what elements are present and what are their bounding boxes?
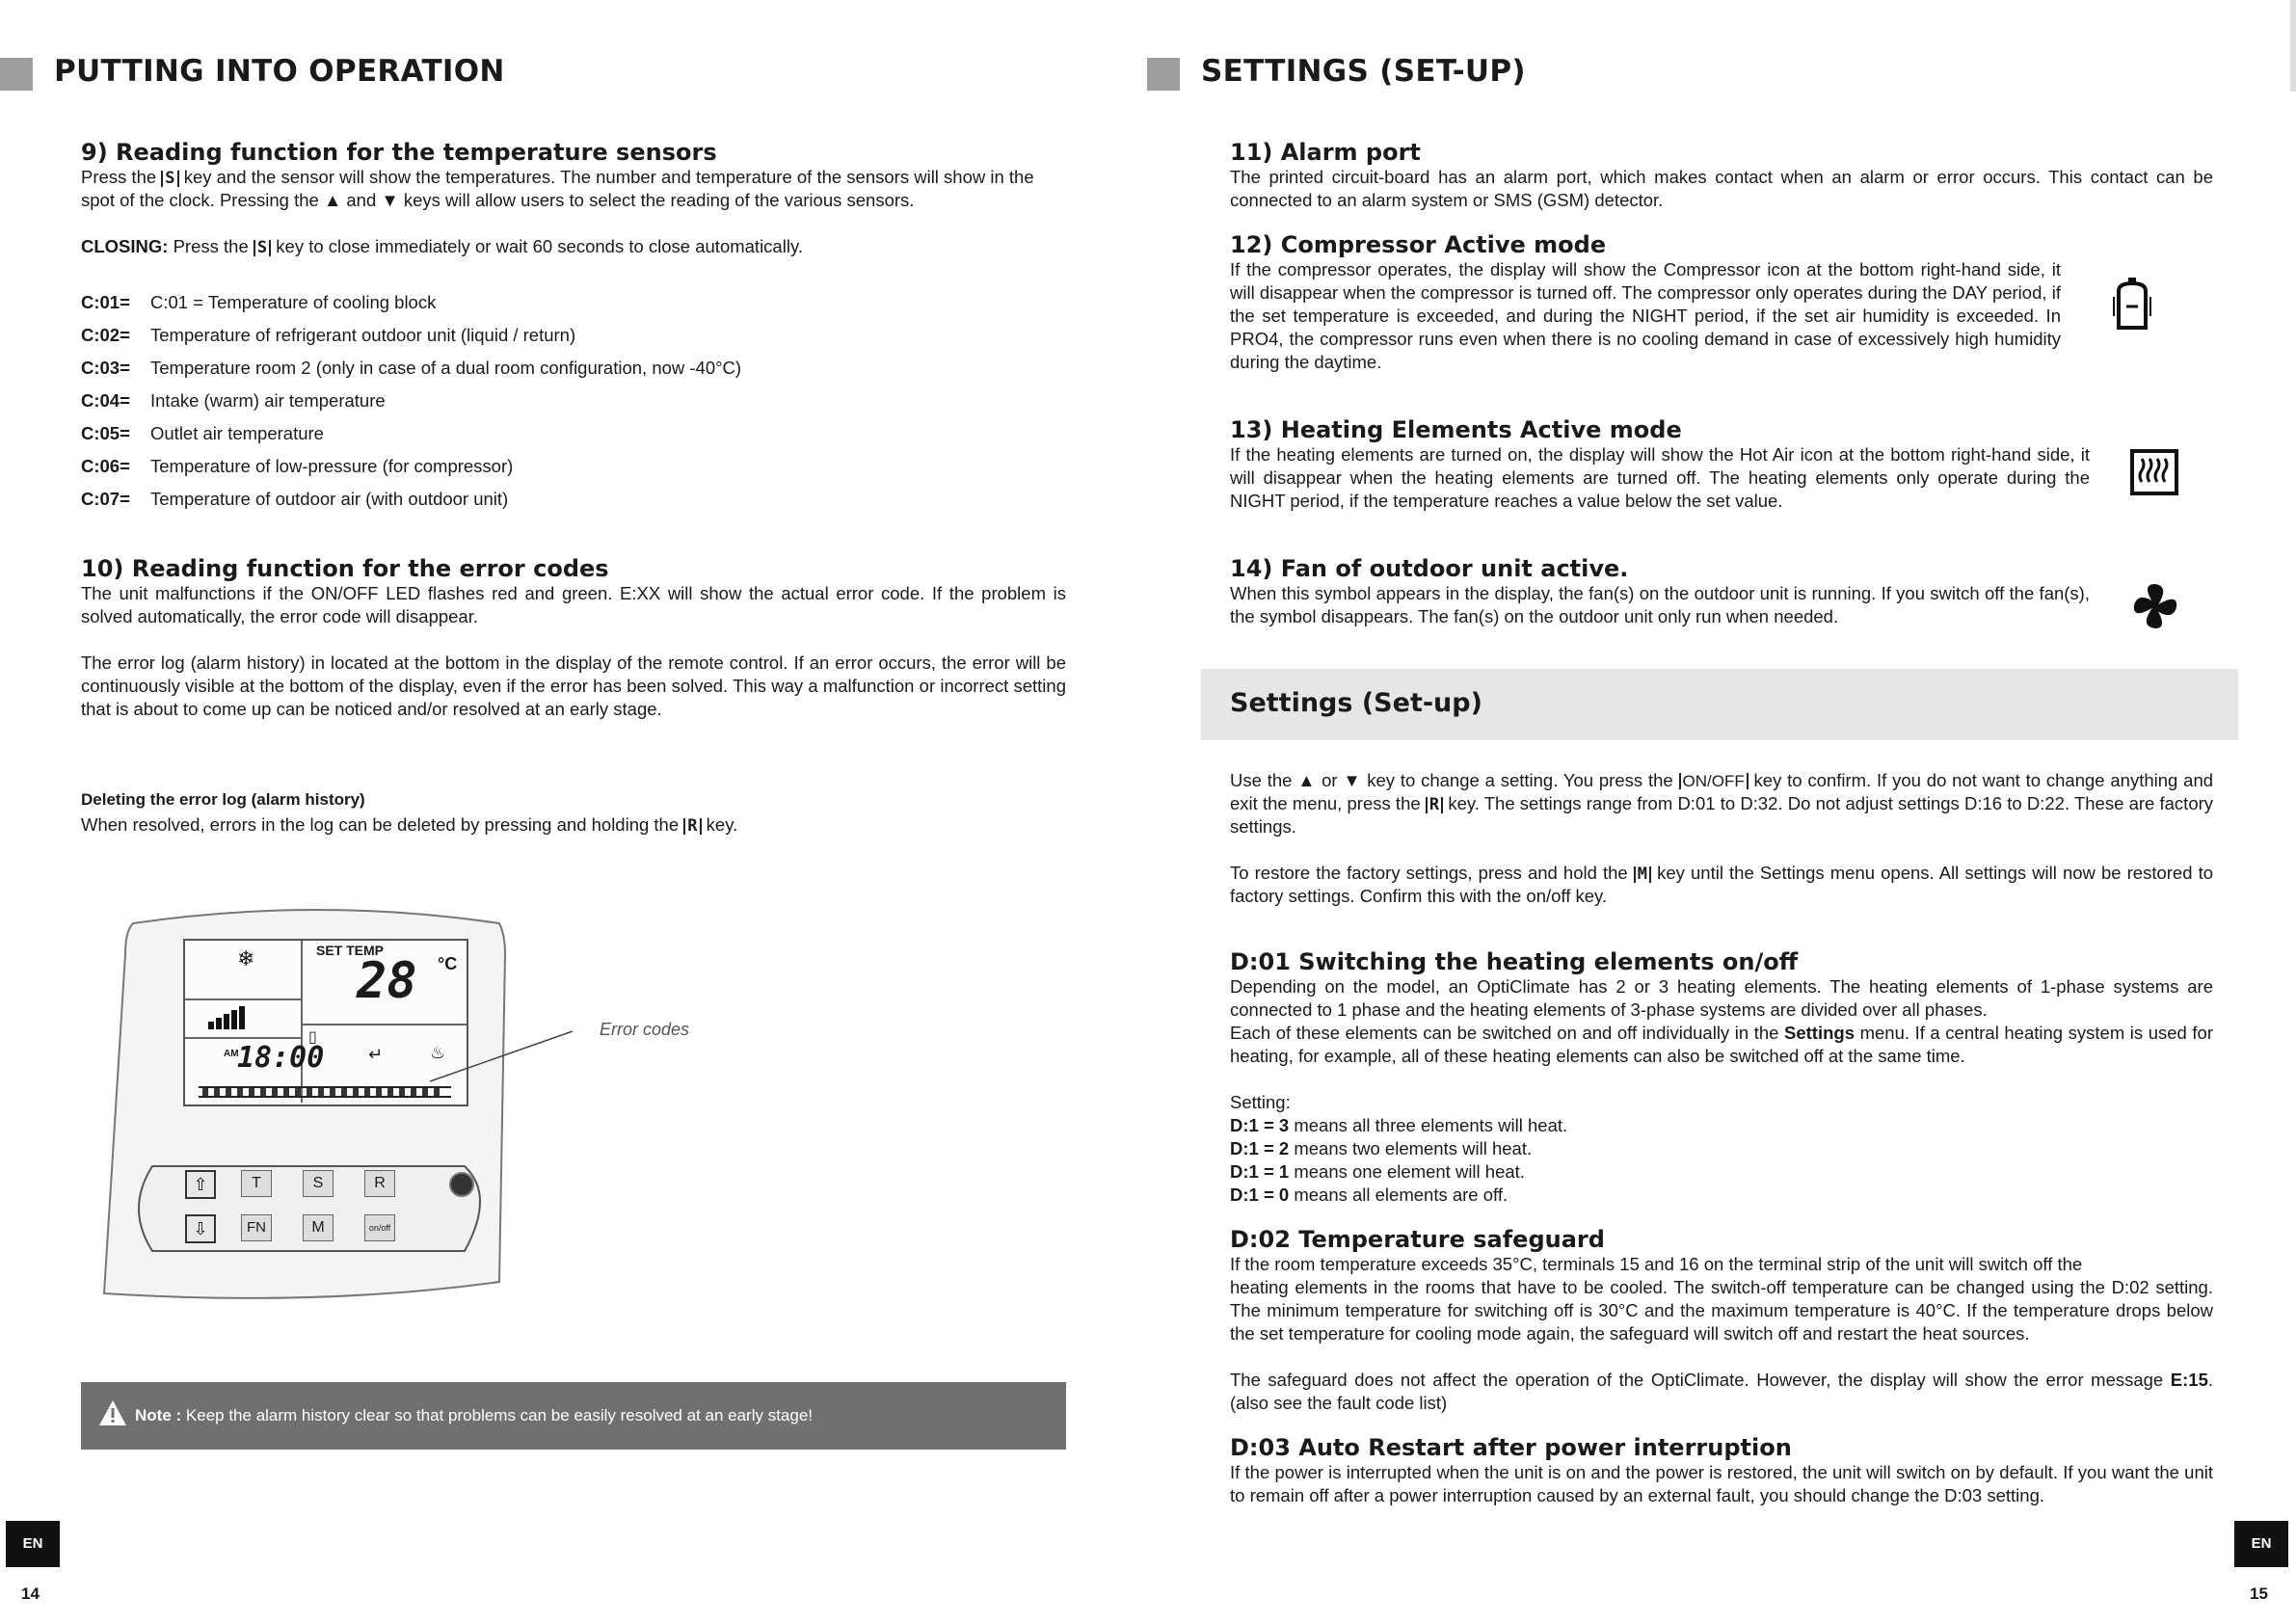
t-button[interactable]: T [241, 1170, 272, 1197]
paragraph-s14: When this symbol appears in the display, the fan(s) on the outdoor unit is running. If you switch off the fan(s), the symbol disappears. The fan(s) on the outdoor unit only run when needed. [1230, 583, 2090, 626]
heater-icon: ♨ [430, 1043, 446, 1062]
page-title-left: PUTTING INTO OPERATION [54, 54, 505, 89]
note-label: Note : [135, 1406, 182, 1424]
paragraph-d02-1: heating elements in the rooms that have to be cooled. The switch-off temperature can be changed using the D:02 setting. The minimum temperature for switching off is 30°C and the maximum temperature is 40°C. If the temperature drops below the set temperature for cooling mode again, the safeguard will switch off and restart the heat sources. [1230, 1277, 2213, 1344]
paragraph-s13: If the heating elements are turned on, the display will show the Hot Air icon at the bottom right-hand side, it will disappear when the heating elements are turned off. The heating elements only operate during the NIGHT period, if the temperature reaches a value below the set value. [1230, 444, 2090, 511]
note-text: Keep the alarm history clear so that problems can be easily resolved at an early stage! [185, 1406, 814, 1424]
page-title-right: SETTINGS (SET-UP) [1201, 54, 1526, 89]
warning-icon [98, 1399, 127, 1431]
r-key-icon: R [1426, 797, 1443, 813]
heading-s12: 12) Compressor Active mode [1230, 231, 1607, 258]
heading-s13: 13) Heating Elements Active mode [1230, 416, 1682, 443]
lcd-am: AM [224, 1049, 239, 1059]
paragraph-use: Use the ▲ or ▼ key to change a setting. You press the ON/OFF key to confirm. If you do not want to change anything and exit the menu, press the R key. The settings range from D:01 to D:32. Do not adjust settings D:16 to D:22. These are factory settings. [1230, 770, 2214, 837]
lcd-display [183, 939, 468, 1106]
snowflake-icon: ❄ [237, 946, 255, 971]
heading-s9: 9) Reading function for the temperature sensors [81, 139, 717, 166]
r-button[interactable]: R [364, 1170, 395, 1197]
list-item: D:1 = 2 means two elements will heat. [1230, 1138, 1533, 1158]
r-key-icon: R [683, 818, 701, 835]
paragraph-restore: To restore the factory settings, press and hold the M key until the Settings menu opens. All settings will now be restored to factory settings. Confirm this with the on/off key. [1230, 863, 2214, 906]
paragraph-d01-1: Depending on the model, an OptiClimate has 2 or 3 heating elements. The heating elements of 1-phase systems are connected to 1 phase and the heating elements of 3-phase systems are divided over all phases. [1230, 976, 2213, 1020]
paragraph-s10-2: The error log (alarm history) in located at the bottom in the display of the remote control. If an error occurs, the error will be continuously visible at the bottom of the display, even if the error has been solved. This way a malfunction or incorrect setting that is about to come up can be noticed and/or resolved at an early stage. [81, 652, 1066, 719]
delete-log-heading: Deleting the error log (alarm history) [81, 790, 365, 809]
paragraph-d01-2: Each of these elements can be switched on and off individually in the Settings menu. If a central heating system is used for heating, for example, all of these heating elements can also be switched off at the same time. [1230, 1023, 2214, 1066]
paragraph-s10-1: The unit malfunctions if the ON/OFF LED flashes red and green. E:XX will show the actual error code. If the problem is solved automatically, the error code will disappear. [81, 583, 1066, 626]
section-marker [0, 58, 33, 91]
list-item: D:1 = 0 means all elements are off. [1230, 1185, 1508, 1205]
down-arrow-button[interactable]: ⇩ [185, 1214, 216, 1243]
up-arrow-button[interactable]: ⇧ [185, 1170, 216, 1199]
up-arrow-icon: ▲ [1297, 770, 1317, 790]
lcd-temperature: 28 [357, 952, 417, 1010]
s-key-icon: S [161, 171, 178, 187]
heading-s10: 10) Reading function for the error codes [81, 555, 609, 582]
list-item: C:06= Temperature of low-pressure (for compressor) [81, 456, 514, 476]
list-item: D:1 = 3 means all three elements will heat. [1230, 1115, 1568, 1135]
heading-d03: D:03 Auto Restart after power interruption [1230, 1434, 1792, 1461]
m-key-icon: M [1634, 866, 1651, 883]
language-badge-left: EN [6, 1521, 60, 1567]
heading-s14: 14) Fan of outdoor unit active. [1230, 555, 1629, 582]
paragraph-d03: If the power is interrupted when the unit is on and the power is restored, the unit will switch on by default. If you want the unit to remain off after a power interruption caused by an external fault, you should change the D:03 setting. [1230, 1462, 2213, 1505]
signal-bars-icon [199, 1006, 253, 1034]
heading-d01: D:01 Switching the heating elements on/off [1230, 948, 1799, 975]
paragraph-s9-line2: spot of the clock. Pressing the ▲ and ▼ keys will allow users to select the reading of the various sensors. [81, 190, 915, 210]
list-item: C:05= Outlet air temperature [81, 423, 324, 443]
hot-air-icon [2130, 449, 2178, 500]
remote-control-illustration [96, 896, 690, 1311]
section-marker [1147, 58, 1180, 91]
lcd-clock: 18:00 [237, 1041, 325, 1075]
return-arrow-icon: ↵ [368, 1045, 384, 1064]
onoff-key-icon: ON/OFF [1679, 773, 1749, 789]
paragraph-d02-2: The safeguard does not affect the operation of the OptiClimate. However, the display will show the error message E:15. (also see the fault code list) [1230, 1370, 2214, 1413]
fan-icon [2130, 580, 2180, 637]
paragraph-s12: If the compressor operates, the display will show the Compressor icon at the bottom right-hand side, it will disappear when the compressor is turned off. The compressor only operates during the DAY period, if the set temperature is exceeded, and during the NIGHT period, if the set air humidity is exceeded. In PRO4, the compressor runs even when there is no cooling demand in case of excessively high humidity during the daytime. [1230, 259, 2061, 372]
settings-band-title: Settings (Set-up) [1230, 688, 1482, 718]
list-item: C:03= Temperature room 2 (only in case of a dual room configuration, now -40°C) [81, 358, 742, 378]
callout-line [428, 1027, 582, 1085]
onoff-button[interactable]: on/off [364, 1214, 395, 1241]
paragraph-s9: Press the S key and the sensor will show the temperatures. The number and temperature of the sensors will show in the [81, 167, 1034, 188]
s-button[interactable]: S [303, 1170, 334, 1197]
fn-button[interactable]: FN [241, 1214, 272, 1241]
list-item: C:04= Intake (warm) air temperature [81, 390, 386, 411]
error-code-bar [199, 1085, 451, 1097]
down-arrow-icon: ▼ [381, 190, 399, 210]
list-item: C:07= Temperature of outdoor air (with outdoor unit) [81, 489, 509, 509]
settings-band [1201, 669, 2238, 740]
lcd-unit: °C [438, 954, 458, 973]
page-number-right: 15 [2250, 1584, 2268, 1603]
led-indicator [449, 1172, 474, 1197]
heading-d02: D:02 Temperature safeguard [1230, 1226, 1605, 1253]
callout-error-codes: Error codes [600, 1020, 690, 1039]
edge-bar [2290, 0, 2296, 92]
list-item: D:1 = 1 means one element will heat. [1230, 1161, 1525, 1182]
setting-label: Setting: [1230, 1092, 1291, 1112]
heading-s11: 11) Alarm port [1230, 139, 1421, 166]
paragraph-s11: The printed circuit-board has an alarm port, which makes contact when an alarm or error occurs. This contact can be connected to an alarm system or SMS (GSM) detector. [1230, 167, 2213, 210]
compressor-icon [2113, 278, 2151, 336]
note-banner [81, 1382, 1066, 1450]
set-temp-label: SET TEMP [316, 943, 385, 958]
s-key-icon: S [254, 240, 271, 256]
list-item: C:02= Temperature of refrigerant outdoor unit (liquid / return) [81, 325, 576, 345]
delete-log-text: When resolved, errors in the log can be deleted by pressing and holding the R key. [81, 814, 738, 836]
compressor-icon: ▯ [308, 1029, 317, 1046]
language-badge-right: EN [2234, 1521, 2288, 1567]
paragraph-d02-line1: If the room temperature exceeds 35°C, terminals 15 and 16 on the terminal strip of the unit will switch off the [1230, 1254, 2083, 1274]
m-button[interactable]: M [303, 1214, 334, 1241]
page-number-left: 14 [21, 1584, 40, 1603]
down-arrow-icon: ▼ [1343, 770, 1362, 790]
up-arrow-icon: ▲ [323, 190, 342, 210]
list-item: C:01= C:01 = Temperature of cooling block [81, 292, 437, 312]
closing-line: CLOSING: Press the S key to close immediately or wait 60 seconds to close automatically. [81, 236, 803, 257]
